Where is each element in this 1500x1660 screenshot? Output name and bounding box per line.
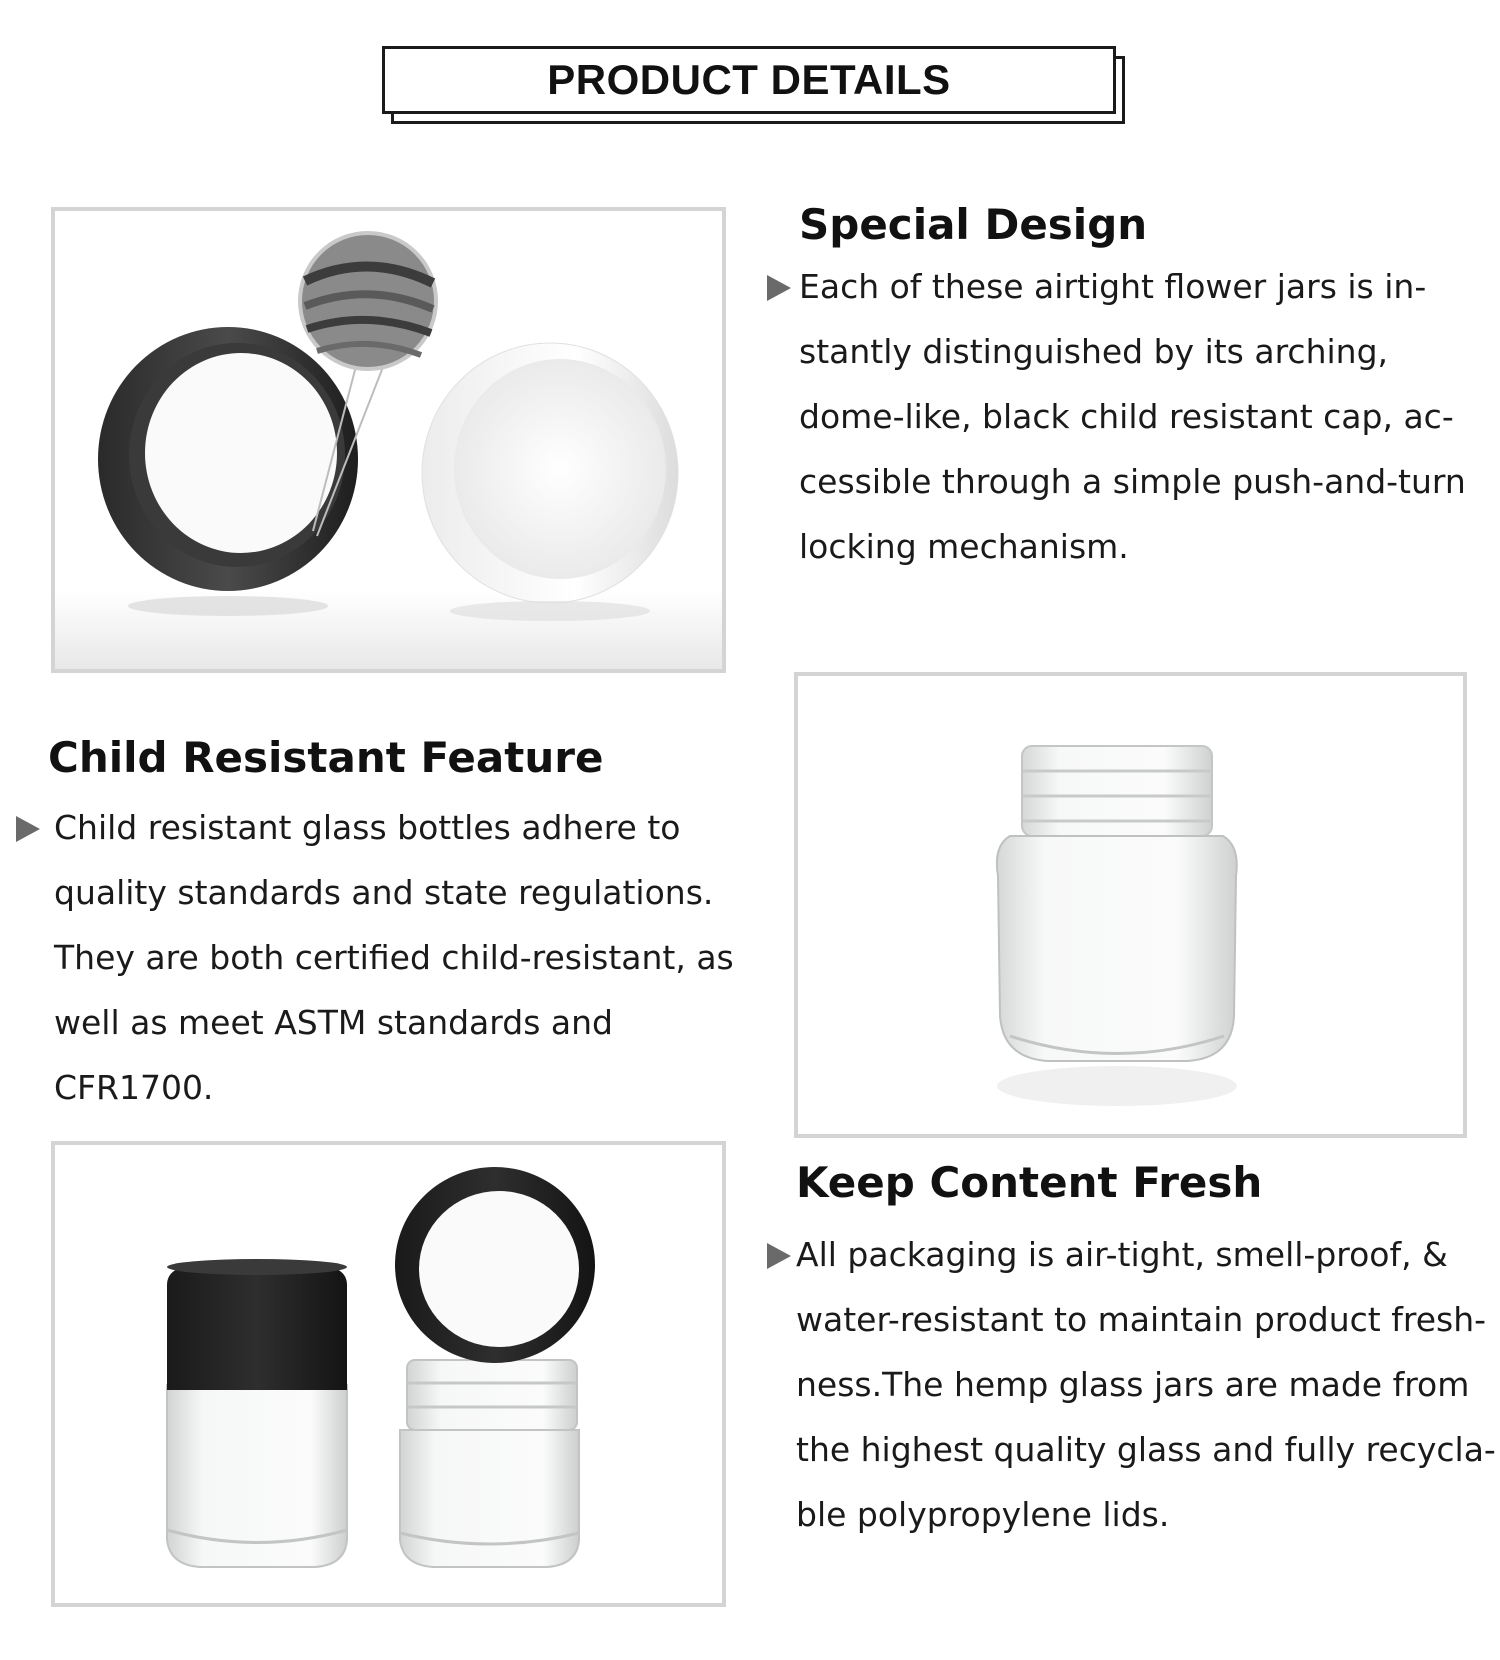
special-design-title: Special Design	[799, 200, 1148, 249]
text-line: well as meet ASTM standards and	[54, 1003, 613, 1042]
text-line: the highest quality glass and fully recycla-	[796, 1430, 1496, 1469]
bullet-arrow-icon	[16, 816, 40, 842]
text-line: quality standards and state regulations.	[54, 873, 714, 912]
text-line: Each of these airtight flower jars is in-	[799, 267, 1427, 306]
text-line: dome-like, black child resistant cap, ac-	[799, 397, 1454, 436]
caps-illustration	[55, 211, 722, 669]
header-banner	[382, 46, 1116, 114]
text-line: CFR1700.	[54, 1068, 214, 1107]
text-line: ness.The hemp glass jars are made from	[796, 1365, 1470, 1404]
special-design-text	[799, 254, 1466, 579]
bullet-arrow-icon	[767, 275, 791, 301]
jars-with-caps-illustration	[55, 1145, 722, 1603]
child-resistant-title: Child Resistant Feature	[48, 733, 604, 782]
text-line: stantly distinguished by its arching,	[799, 332, 1389, 371]
jars-with-caps-photo	[51, 1141, 726, 1607]
text-line: Child resistant glass bottles adhere to	[54, 808, 681, 847]
keep-fresh-title: Keep Content Fresh	[796, 1158, 1263, 1207]
page-title: PRODUCT DETAILS	[547, 56, 951, 103]
clear-jar-illustration	[798, 676, 1463, 1134]
caps-photo	[51, 207, 726, 673]
child-resistant-text	[54, 795, 734, 1120]
text-line: They are both certified child-resistant, as	[54, 938, 734, 977]
text-line: water-resistant to maintain product fresh-	[796, 1300, 1487, 1339]
text-line: All packaging is air-tight, smell-proof, &	[796, 1235, 1448, 1274]
bullet-arrow-icon	[767, 1243, 791, 1269]
text-line: ble polypropylene lids.	[796, 1495, 1170, 1534]
text-line: locking mechanism.	[799, 527, 1129, 566]
keep-fresh-text	[796, 1222, 1496, 1547]
clear-jar-photo	[794, 672, 1467, 1138]
text-line: cessible through a simple push-and-turn	[799, 462, 1466, 501]
